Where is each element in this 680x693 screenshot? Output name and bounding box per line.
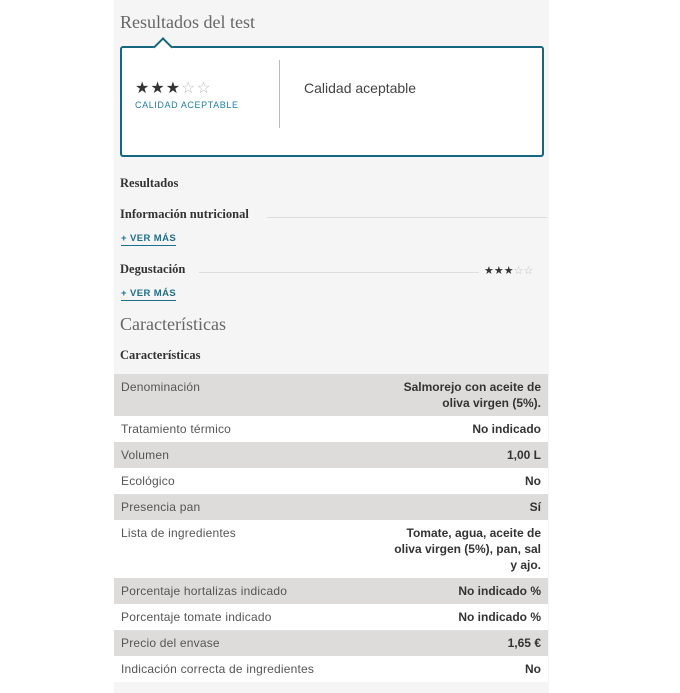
row-label: Lista de ingredientes — [121, 526, 236, 540]
resultados-heading: Resultados — [120, 176, 179, 190]
score-divider — [279, 60, 280, 128]
nutritional-more-link[interactable]: + VER MÁS — [121, 233, 177, 244]
tasting-stars — [484, 264, 533, 277]
tasting-heading: Degustación — [120, 262, 186, 276]
tasting-rule — [199, 272, 479, 273]
row-value: 1,00 L — [506, 448, 541, 462]
tasting-more-link[interactable]: + VER MÁS — [121, 288, 177, 299]
star-empty-icon: ☆☆ — [513, 265, 534, 277]
star-filled-icon: ★★★ — [135, 80, 182, 97]
row-label: Porcentaje hortalizas indicado — [121, 584, 288, 598]
row-value: No — [525, 662, 541, 676]
table-row — [114, 416, 548, 442]
table-row — [114, 374, 548, 416]
characteristics-table — [114, 374, 548, 682]
row-label: Denominación — [121, 380, 201, 394]
table-row — [114, 604, 548, 630]
row-value: No — [525, 474, 541, 488]
nutritional-rule — [267, 217, 547, 218]
characteristics-subheading: Características — [120, 348, 201, 362]
star-filled-icon: ★★★ — [484, 265, 514, 277]
row-value: No indicado % — [458, 584, 541, 598]
row-label: Tratamiento térmico — [121, 422, 232, 436]
results-heading: Resultados del test — [120, 12, 255, 32]
row-value: No indicado — [472, 422, 541, 436]
row-value: Sí — [529, 500, 541, 514]
table-row — [114, 578, 548, 604]
row-value: No indicado % — [458, 610, 541, 624]
score-caption: CALIDAD ACEPTABLE — [135, 100, 239, 110]
table-row — [114, 520, 548, 578]
table-row — [114, 656, 548, 682]
row-label: Ecológico — [121, 474, 175, 488]
star-empty-icon: ☆☆ — [181, 80, 212, 97]
characteristics-heading: Características — [120, 314, 226, 334]
table-row — [114, 630, 548, 656]
row-label: Porcentaje tomate indicado — [121, 610, 272, 624]
score-text: Calidad aceptable — [304, 80, 417, 96]
nutritional-heading: Información nutricional — [120, 207, 249, 221]
row-value: Salmorejo con aceite de oliva virgen (5%). — [403, 380, 541, 410]
row-value: 1,65 € — [507, 636, 541, 650]
table-row — [114, 468, 548, 494]
score-card — [120, 46, 544, 157]
table-row — [114, 442, 548, 468]
row-label: Volumen — [121, 448, 170, 462]
row-label: Presencia pan — [121, 500, 201, 514]
row-value: Tomate, agua, aceite de oliva virgen (5%), pan, sal y ajo. — [394, 526, 541, 572]
table-row — [114, 494, 548, 520]
row-label: Precio del envase — [121, 636, 220, 650]
rating-stars — [135, 78, 212, 98]
row-label: Indicación correcta de ingredientes — [121, 662, 315, 676]
